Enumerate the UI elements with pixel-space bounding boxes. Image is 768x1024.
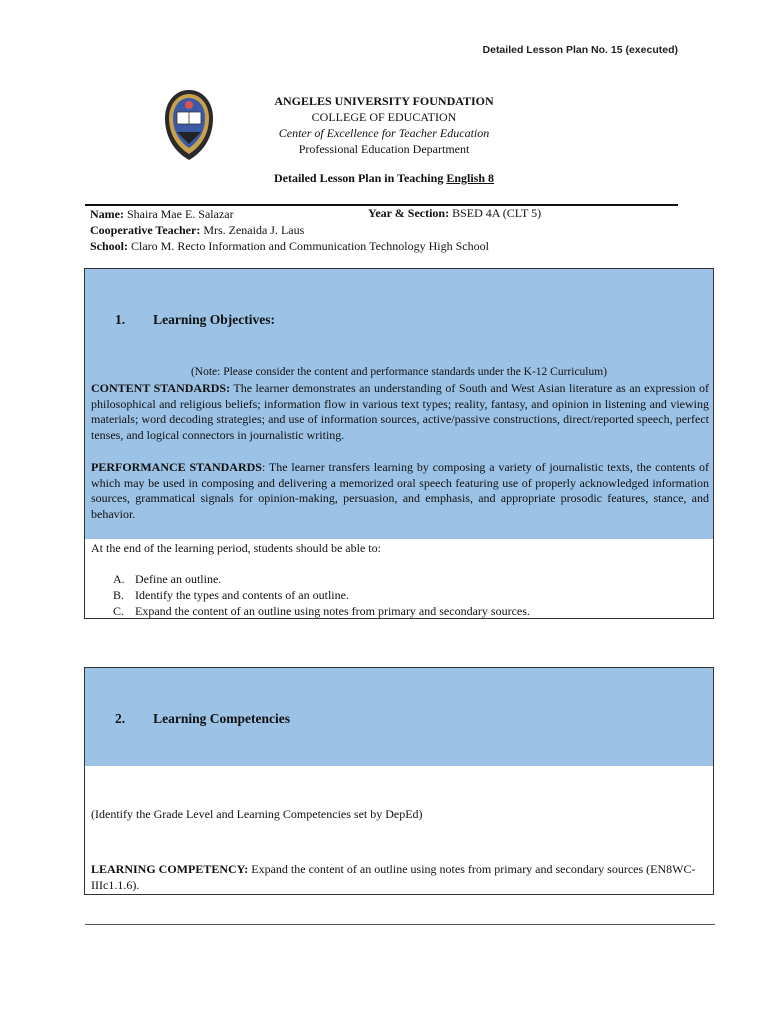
learning-competency-text: Expand the content of an outline using notes from primary and secondary sources (EN8WC-IIIc1.1.6). [91,862,696,892]
year-section [368,206,541,221]
content-standards-text: The learner demonstrates an understanding of South and West Asian literature as an expression of philosophical and religious beliefs; information flow in various text types; reality, fantasy, and opinion in listening and viewing materials; word decoding strategies; and use of information sources, active/passive constructions, direct/reported speech, perfect tenses, and logical connectors in journalistic writing. [91,381,709,442]
list-item: B. Identify the types and contents of an outline. [113,588,349,602]
document-title [212,171,556,186]
school-label: School: [90,239,129,253]
school-value: Claro M. Recto Information and Communication Technology High School [128,239,489,253]
list-item: C. Expand the content of an outline using notes from primary and secondary sources. [113,604,530,618]
center-name: Center of Excellence for Teacher Education [278,126,490,140]
lesson-plan-number: Detailed Lesson Plan No. 15 (executed) [482,44,678,56]
bottom-divider [85,924,715,925]
name-value: Shaira Mae E. Salazar [123,207,234,221]
performance-standards [91,460,709,522]
learning-objectives-section [84,268,714,619]
learning-competency [91,862,709,893]
name-label: Name: [90,207,124,221]
college-name: COLLEGE OF EDUCATION [311,110,457,124]
year-value: BSED 4A (CLT 5) [449,206,542,220]
teacher-label: Cooperative Teacher: [90,223,201,237]
learning-competency-label: LEARNING COMPETENCY: [91,862,249,876]
university-seal-icon [163,88,215,162]
performance-standards-label: PERFORMANCE STANDARDS [91,460,262,474]
content-standards-label: CONTENT STANDARDS: [91,381,231,395]
deped-note: (Identify the Grade Level and Learning Competencies set by DepEd) [91,807,423,821]
institution-block [212,93,556,157]
list-item: A. Define an outline. [113,572,222,586]
department-name: Professional Education Department [298,142,470,156]
objectives-intro: At the end of the learning period, students should be able to: [91,541,381,555]
section-number: 1. [115,312,126,327]
section-title: Learning Objectives: [153,312,275,327]
teacher-value: Mrs. Zenaida J. Laus [200,223,305,237]
learning-competencies-section [84,667,714,895]
title-prefix: Detailed Lesson Plan in Teaching [273,171,447,185]
section-heading [115,311,275,329]
section-heading [115,710,290,728]
section-number: 2. [115,711,126,726]
subject: English 8 [446,171,495,185]
content-standards [91,381,709,443]
university-name: ANGELES UNIVERSITY FOUNDATION [274,94,494,108]
year-label: Year & Section: [368,206,450,220]
objectives-list [113,571,530,619]
performance-standards-text: : The learner transfers learning by composing a variety of journalistic texts, the contents of which may be used in composing and delivering a memorized oral speech featuring use of properly acknowledged information sources, grammatical signals for opinion-making, persuasion, and emphasis, and appropriate prosodic features, stance, and behavior. [91,460,709,521]
section-title: Learning Competencies [153,711,290,726]
curriculum-note: (Note: Please consider the content and performance standards under the K-12 Curriculum) [190,366,608,378]
